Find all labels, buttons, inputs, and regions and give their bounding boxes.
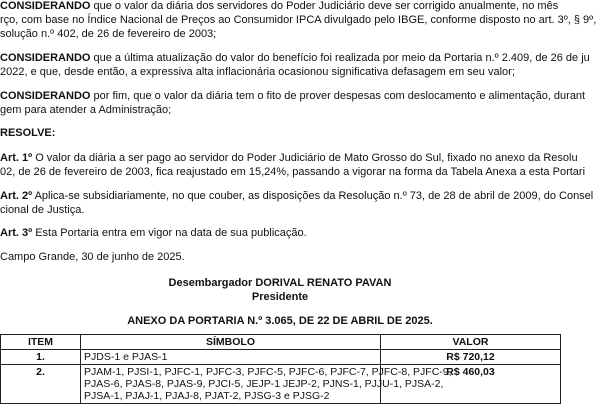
row-2-symbol: [81, 365, 452, 404]
annex-table: [0, 334, 561, 404]
considerando-2-line-2: 2022, e que, desde então, a expressiva alta inflacionária ocasionou significativa defasagem em seu valor;: [0, 66, 515, 78]
article-2-line-2: cional de Justiça.: [0, 204, 85, 216]
row-2-symbol-line-2: PJAS-6, PJAS-8, PJAS-9, PJCI-5, JEJP-1 JEJP-2, PJNS-1, PJJU-1, PJSA-2,: [84, 378, 444, 390]
row-1-symbol-line-1: PJDS-1 e PJAS-1: [84, 351, 168, 363]
article-3-label: Art. 3º: [0, 227, 33, 239]
considerando-1-label: CONSIDERANDO: [0, 0, 91, 12]
considerando-1-line-3: solução n.º 402, de 26 de fevereiro de 2003;: [0, 28, 217, 40]
article-1-line-2: 02, de 26 de fevereiro de 2003, fica reajustado em 15,24%, passando a vigorar na forma da Tabela Anexa a esta Portari: [0, 166, 586, 178]
considerando-3-line-1: CONSIDERANDO por fim, que o valor da diária tem o fito de prover despesas com deslocamento e alimentação, durant: [0, 90, 586, 102]
date-line: Campo Grande, 30 de junho de 2025.: [0, 251, 185, 263]
row-1-item: 1.: [1, 350, 81, 365]
article-1-label: Art. 1º: [0, 152, 33, 164]
row-2-symbol-line-1: PJAM-1, PJSI-1, PJFC-1, PJFC-3, PJFC-5, PJFC-6, PJFC-7, PJFC-8, PJFC-9,: [84, 366, 452, 378]
row-1-symbol: [81, 350, 381, 365]
header-value: VALOR: [381, 335, 561, 350]
signature-name: Desembargador DORIVAL RENATO PAVAN: [168, 277, 392, 289]
annex-title: ANEXO DA PORTARIA N.º 3.065, DE 22 DE ABRIL DE 2025.: [127, 315, 433, 327]
considerando-1-line-2: rço, com base no Índice Nacional de Preços ao Consumidor IPCA divulgado pelo IBGE, conforme disposto no art. 3º, § 9º,: [0, 14, 596, 26]
considerando-3-label: CONSIDERANDO: [0, 90, 91, 102]
considerando-1-line-1: CONSIDERANDO que o valor da diária dos servidores do Poder Judiciário deve ser corrigido anualmente, no mês: [0, 0, 559, 12]
considerando-2-label: CONSIDERANDO: [0, 52, 91, 64]
table-row: [1, 350, 561, 365]
article-3-line-1: Art. 3º Esta Portaria entra em vigor na data de sua publicação.: [0, 227, 307, 239]
resolve-heading: RESOLVE:: [0, 127, 56, 139]
article-2-line-1: Art. 2º Aplica-se subsidiariamente, no que couber, as disposições da Resolução n.º 73, de 28 de abril de 2009, do Consel: [0, 190, 594, 202]
header-item: ITEM: [1, 335, 81, 350]
table-header-row: [1, 335, 561, 350]
signature-role: Presidente: [251, 291, 309, 303]
row-2-item: 2.: [1, 365, 81, 404]
article-1-line-1: Art. 1º O valor da diária a ser pago ao servidor do Poder Judiciário de Mato Grosso do Sul, fixado no anexo da Resolu: [0, 152, 578, 164]
row-2-symbol-line-3: PJSA-1, PJAJ-1, PJAJ-8, PJAT-2, PJSG-3 e PJSG-2: [84, 390, 330, 402]
considerando-3-line-2: gem para atender a Administração;: [0, 104, 172, 116]
row-2-value: R$ 460,03: [381, 365, 561, 404]
table-row: [1, 365, 561, 404]
article-2-label: Art. 2º: [0, 190, 33, 202]
header-symbol: SÍMBOLO: [81, 335, 381, 350]
row-1-value: R$ 720,12: [381, 350, 561, 365]
considerando-2-line-1: CONSIDERANDO que a última atualização do valor do benefício foi realizada por meio da Portaria n.º 2.409, de 26 de ju: [0, 52, 590, 64]
